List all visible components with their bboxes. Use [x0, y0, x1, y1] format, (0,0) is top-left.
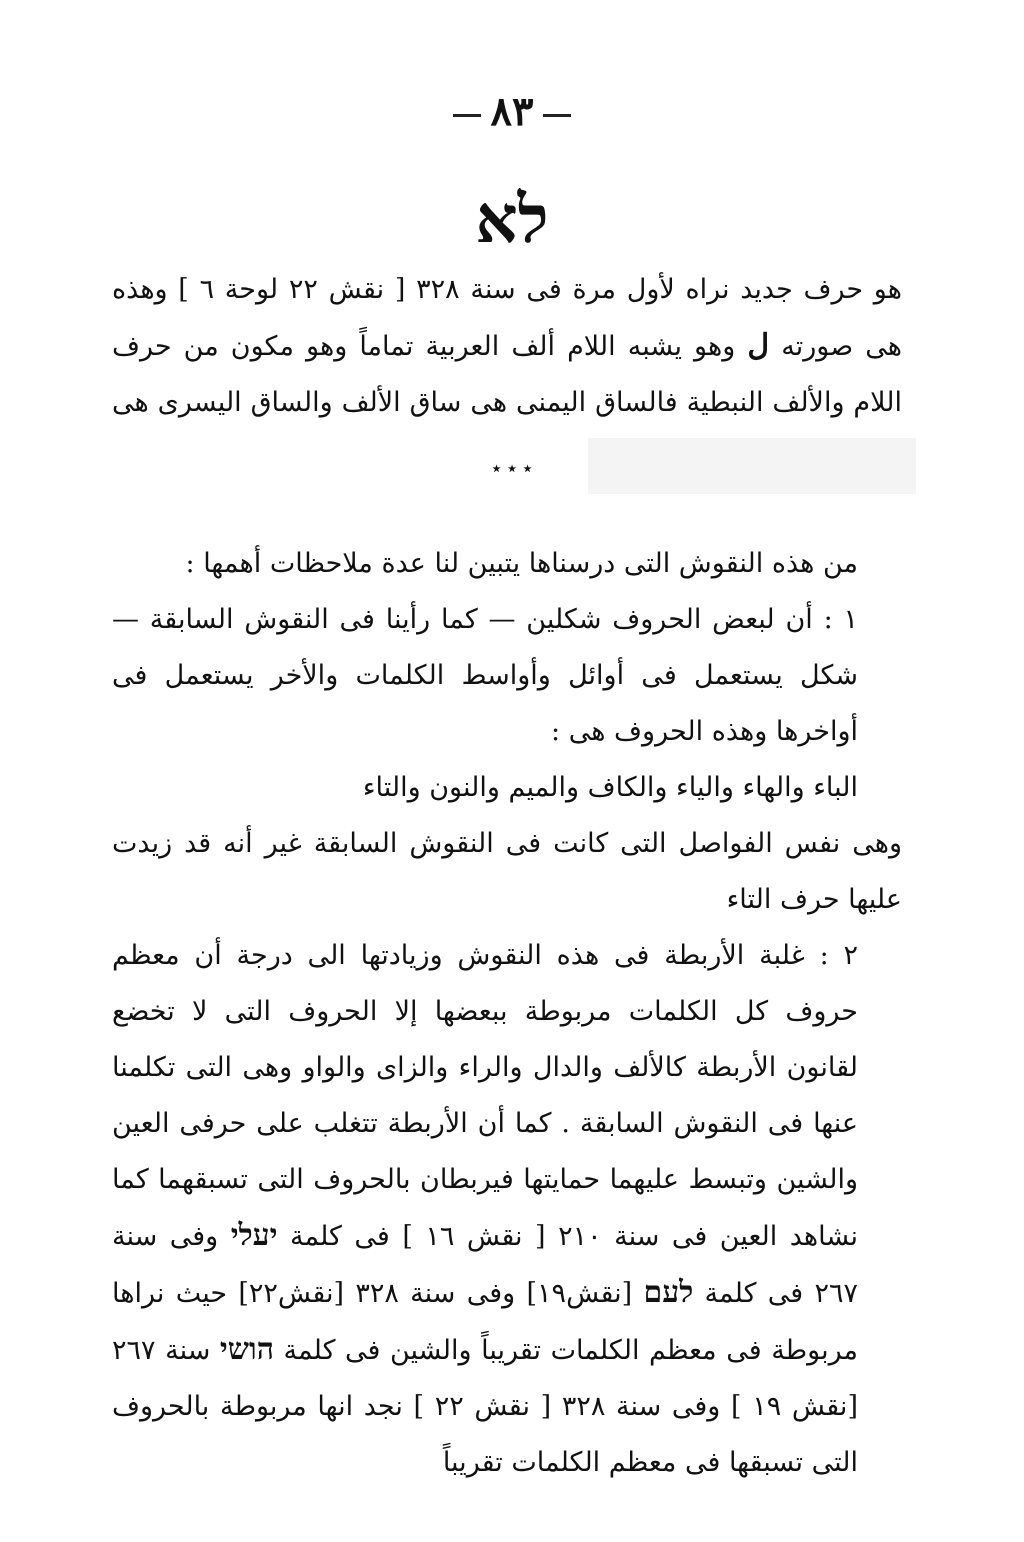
section1-text-part1: هو حرف جديد نراه لأول مرة فى سنة ٣٢٨ [ نقش ٢٢ لوحة ٦ ] وهذه هى صورته [112, 274, 902, 362]
word-1: יעלי [230, 1218, 278, 1253]
note1-continuation: وهى نفس الفواصل التى كانت فى النقوش السابقة غير أنه قد زيدت عليها حرف التاء [112, 828, 902, 915]
nabataean-glyph: ل [747, 328, 770, 363]
note2-paragraph [112, 928, 902, 1491]
section-heading: לא [475, 180, 549, 258]
note1-paragraph: ١ : أن لبعض الحروف شكلين — كما رأينا فى النقوش السابقة — شكل يستعمل فى أوائل وأواسط الكلمات والأخر يستعمل فى أواخرها وهذه الحروف هى : [112, 604, 858, 747]
dash-right [543, 114, 571, 117]
note2-text-part2: وفى سنة ٢٦٧ فى كلمة [112, 1221, 858, 1309]
dash-left [453, 114, 481, 117]
note2-text-part4: سنة ٢٦٧ [نقش ١٩ ] وفى سنة ٣٢٨ [ نقش ٢٢ ] نجد انها مربوطة بالحروف التى تسبقها فى معظم الكلمات تقريباً [112, 1335, 858, 1478]
intro-paragraph: من هذه النقوش التى درسناها يتبين لنا عدة ملاحظات أهمها : [185, 548, 858, 579]
letters-line: الباء والهاء والياء والكاف والميم والنون والتاء [362, 772, 858, 803]
word-3: הושי [219, 1332, 274, 1367]
note2-text-part3: [نقش١٩] وفى سنة ٣٢٨ [نقش٢٢] حيث نراها مربوطة فى معظم الكلمات تقريباً والشين فى كلمة [112, 1278, 858, 1366]
page-number-text: ٨٣ [490, 88, 534, 135]
word-2: לעם [643, 1275, 694, 1310]
section1-text-part2: وهو يشبه اللام ألف العربية تماماً وهو مكون من حرف اللام والألف النبطية فالساق اليمنى هى ساق الألف والساق اليسرى هى [112, 331, 902, 418]
page-number [0, 88, 1024, 135]
section-separator: ٭ ٭ ٭ [491, 458, 533, 479]
section2-text [112, 536, 902, 1491]
note2-text-part1: ٢ : غلبة الأربطة فى هذه النقوش وزيادتها الى درجة أن معظم حروف كل الكلمات مربوطة ببعضها إلا الحروف التى لا تخضع لقانون الأربطة كالألف والدال والراء والزاى والواو وهى التى تكلمنا عنها فى النقوش السابقة . كما أن الأربطة تتغلب على حرفى العين والشين وتبسط عليهما حمايتها فيربطان بالحروف التى تسبقهما كما نشاهد العين فى سنة ٢١٠ [ نقش ١٦ ] فى كلمة [112, 940, 858, 1252]
